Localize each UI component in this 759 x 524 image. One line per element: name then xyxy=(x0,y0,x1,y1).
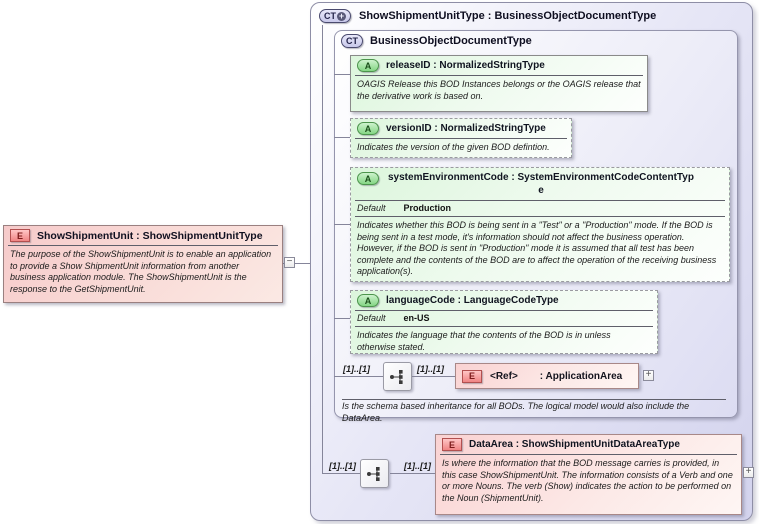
element-badge: E xyxy=(10,229,30,242)
attribute-box-versionid[interactable] xyxy=(350,118,572,158)
default-row xyxy=(351,311,657,325)
default-label: Default xyxy=(357,313,386,323)
attribute-annotation: Indicates whether this BOD is being sent in a "Test" or a "Production" mode. If the BOD is being sent in a test mode, it's information should not affect the business operation. However, if the BOD is sent in "Production" mode it is assumed that all test has been complete and the contents of the BOD are to affect the operation of the receiving business application(s). xyxy=(357,220,717,276)
ct-badge-label: CT xyxy=(346,36,358,46)
sequence-glyph xyxy=(388,367,408,387)
derivation-plus-icon: + xyxy=(338,10,345,21)
default-value: Production xyxy=(403,203,452,213)
attribute-box-systemenvironmentcode[interactable] xyxy=(350,167,730,282)
element-ref-applicationarea[interactable] xyxy=(455,363,639,389)
cardinality-label: [1]..[1] xyxy=(343,364,370,374)
default-value: en-US xyxy=(403,313,430,323)
element-annotation: Is where the information that the BOD message carries is provided, in this case ShowShipmentUnit. The information consists of a Verb and one or more Nouns. The verb (Show) indicates the action to be performed on the Noun (ShipmentUnit). xyxy=(442,458,733,503)
expand-button[interactable]: + xyxy=(643,370,654,381)
complex-type-badge xyxy=(341,34,363,48)
cardinality-label: [1]..[1] xyxy=(404,461,431,471)
connector-stub xyxy=(334,318,350,319)
attribute-box-languagecode[interactable] xyxy=(350,290,658,354)
element-title: ShowShipmentUnit : ShowShipmentUnitType xyxy=(37,229,263,242)
sequence-compositor-icon[interactable] xyxy=(383,362,412,391)
attribute-badge: A xyxy=(357,172,379,185)
attribute-box-releaseid[interactable] xyxy=(350,55,648,112)
global-element-box[interactable] xyxy=(3,225,283,303)
sequence-glyph xyxy=(365,464,385,484)
complex-type-derived-badge xyxy=(319,9,351,23)
attribute-badge: A xyxy=(357,59,379,72)
base-type-title: BusinessObjectDocumentType xyxy=(370,35,532,47)
connector-line xyxy=(412,376,455,377)
connector-line xyxy=(334,376,383,377)
element-badge: E xyxy=(442,438,462,451)
attribute-title: versionID : NormalizedStringType xyxy=(386,123,546,134)
element-badge: E xyxy=(462,370,482,383)
attribute-header xyxy=(351,291,657,309)
attribute-annotation: OAGIS Release this BOD Instances belongs or the OAGIS release that the derivative work is based on. xyxy=(357,79,641,101)
element-title: DataArea : ShowShipmentUnitDataAreaType xyxy=(469,439,680,450)
element-annotation: The purpose of the ShowShipmentUnit is to enable an application to provide a Show ShipmentUnit information from another business application module. The ShowShipmentUnit is the response to the GetShipmentUnit. xyxy=(10,249,272,294)
cardinality-label: [1]..[1] xyxy=(329,461,356,471)
base-type-annotation: Is the schema based inheritance for all BODs. The logical model would also include the DataArea. xyxy=(342,401,690,423)
attribute-annotation: Indicates the version of the given BOD defintion. xyxy=(357,142,550,152)
attribute-annotation: Indicates the language that the contents of the BOD is in unless otherwise stated. xyxy=(357,330,611,352)
attribute-badge: A xyxy=(357,294,379,307)
ct-badge-label: CT xyxy=(324,11,336,21)
complex-type-title: ShowShipmentUnitType : BusinessObjectDocumentType xyxy=(359,10,657,22)
collapse-toggle[interactable]: − xyxy=(284,257,295,268)
attribute-title: languageCode : LanguageCodeType xyxy=(386,295,559,306)
element-header xyxy=(436,435,741,453)
connector-line xyxy=(322,473,360,474)
attribute-header xyxy=(351,168,729,199)
attribute-header xyxy=(351,56,647,74)
content-model-line xyxy=(322,25,323,473)
complex-type-header xyxy=(311,3,752,29)
element-ref-row xyxy=(456,364,638,388)
attribute-title: systemEnvironmentCode : SystemEnvironmentCodeContentType xyxy=(388,172,694,196)
attribute-badge: A xyxy=(357,122,379,135)
attribute-header xyxy=(351,119,571,137)
attribute-title: releaseID : NormalizedStringType xyxy=(386,60,545,71)
default-label: Default xyxy=(357,203,386,213)
element-header xyxy=(4,226,282,244)
connector-stub xyxy=(334,137,350,138)
connector-stub xyxy=(334,74,350,75)
default-row xyxy=(351,201,729,215)
cardinality-label: [1]..[1] xyxy=(417,364,444,374)
sequence-compositor-icon[interactable] xyxy=(360,459,389,488)
connector-line xyxy=(390,473,435,474)
element-box-dataarea[interactable] xyxy=(435,434,742,515)
separator xyxy=(342,399,726,400)
element-ref-type: : ApplicationArea xyxy=(539,370,623,382)
element-ref-name: <Ref> xyxy=(490,370,518,382)
base-type-header xyxy=(335,31,737,50)
connector-stub xyxy=(334,224,350,225)
expand-button[interactable]: + xyxy=(743,467,754,478)
